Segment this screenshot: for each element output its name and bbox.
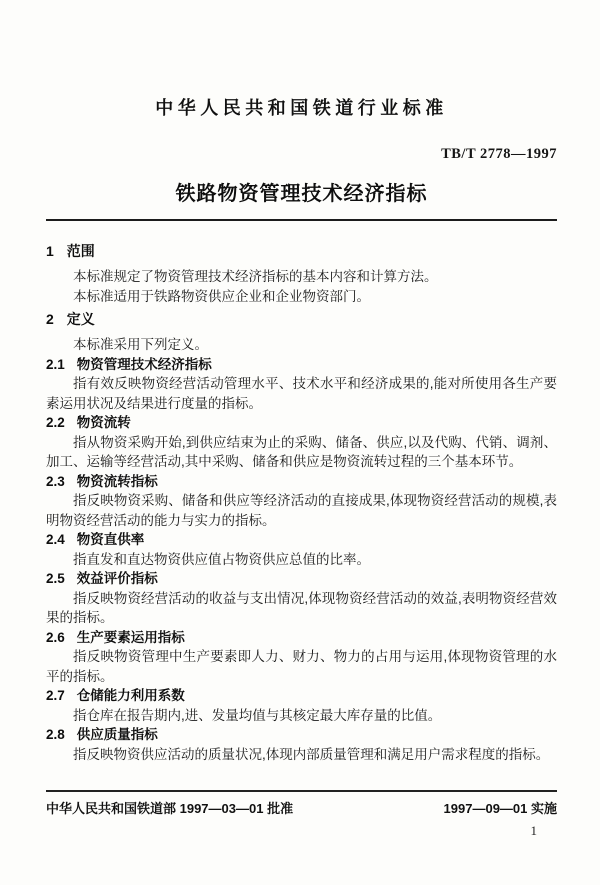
definition-heading [46, 413, 557, 433]
definition-text: 指仓库在报告期内,进、发量均值与其核定最大库存量的比值。 [73, 707, 442, 723]
page-number: 1 [530, 823, 537, 838]
document-title: 铁路物资管理技术经济指标 [175, 183, 428, 205]
definition-text: 指反映物资管理中生产要素即人力、财力、物力的占用与运用,体现物资管理的水平的指标。 [46, 649, 557, 684]
definition-number: 2.7 [46, 688, 65, 703]
title-divider [46, 219, 557, 221]
paragraph: 本标准规定了物资管理技术经济指标的基本内容和计算方法。 [73, 269, 438, 284]
definition-number: 2.5 [46, 571, 65, 586]
section-scope [46, 242, 557, 306]
section-definitions [46, 310, 557, 764]
paragraph: 本标准适用于铁路物资供应企业和企业物资部门。 [73, 288, 370, 304]
definition-heading [46, 725, 557, 745]
definition-term: 物资管理技术经济指标 [76, 356, 212, 372]
definition-item [46, 413, 557, 472]
footer-row [46, 801, 557, 817]
definition-number: 2.2 [46, 415, 65, 430]
definition-number: 2.4 [46, 532, 65, 547]
definition-item [46, 628, 557, 687]
definition-text: 指从物资采购开始,到供应结束为止的采购、储备、供应,以及代购、代销、调剂、加工、运输等经营活动,其中采购、储备和供应是物资流转过程的三个基本环节。 [46, 434, 557, 469]
section-heading [46, 310, 557, 329]
definition-text: 指反映物资采购、储备和供应等经济活动的直接成果,体现物资经营活动的规模,表明物资经营活动的能力与实力的指标。 [46, 493, 557, 528]
definition-item [46, 472, 557, 531]
definition-item [46, 530, 557, 569]
section-number: 1 [46, 243, 54, 259]
section-title: 范围 [66, 243, 95, 259]
definition-heading [46, 355, 557, 375]
definition-term: 仓储能力利用系数 [76, 688, 185, 703]
definition-heading [46, 472, 557, 492]
definition-term: 物资流转 [76, 415, 131, 430]
definition-text: 指反映物资供应活动的质量状况,体现内部质量管理和满足用户需求程度的指标。 [73, 746, 550, 762]
definition-term: 物资直供率 [76, 532, 145, 547]
footer-divider [46, 790, 557, 792]
definition-item [46, 355, 557, 414]
definition-number: 2.3 [46, 473, 65, 489]
standard-header: 中华人民共和国铁道行业标准 [155, 98, 448, 118]
definition-term: 生产要素运用指标 [76, 629, 185, 645]
definition-number: 2.6 [46, 629, 65, 645]
implementation-text: 1997—09—01 实施 [443, 801, 557, 816]
definition-number: 2.1 [46, 356, 65, 372]
section-title: 定义 [66, 311, 95, 327]
definition-term: 效益评价指标 [76, 571, 158, 586]
definition-item [46, 725, 557, 764]
definition-text: 指有效反映物资经营活动管理水平、技术水平和经济成果的,能对所使用各生产要素运用状况及结果进行度量的指标。 [46, 376, 557, 411]
definition-item [46, 569, 557, 628]
approval-text: 中华人民共和国铁道部 1997—03—01 批准 [46, 801, 294, 816]
definition-heading [46, 686, 557, 706]
definition-heading [46, 530, 557, 550]
definition-heading [46, 628, 557, 648]
definition-text: 指反映物资经营活动的收益与支出情况,体现物资经营活动的效益,表明物资经营效果的指标。 [46, 590, 557, 625]
definition-text: 指直发和直达物资供应值占物资供应总值的比率。 [73, 551, 370, 567]
definition-term: 物资流转指标 [76, 473, 158, 489]
definition-heading [46, 569, 557, 589]
definition-number: 2.8 [46, 727, 65, 742]
section-heading [46, 242, 557, 261]
page-footer [46, 790, 557, 839]
section-number: 2 [46, 311, 54, 327]
definition-term: 供应质量指标 [76, 727, 158, 742]
definition-item [46, 686, 557, 725]
paragraph: 本标准采用下列定义。 [73, 337, 208, 352]
standard-number: TB/T 2778—1997 [441, 146, 557, 162]
